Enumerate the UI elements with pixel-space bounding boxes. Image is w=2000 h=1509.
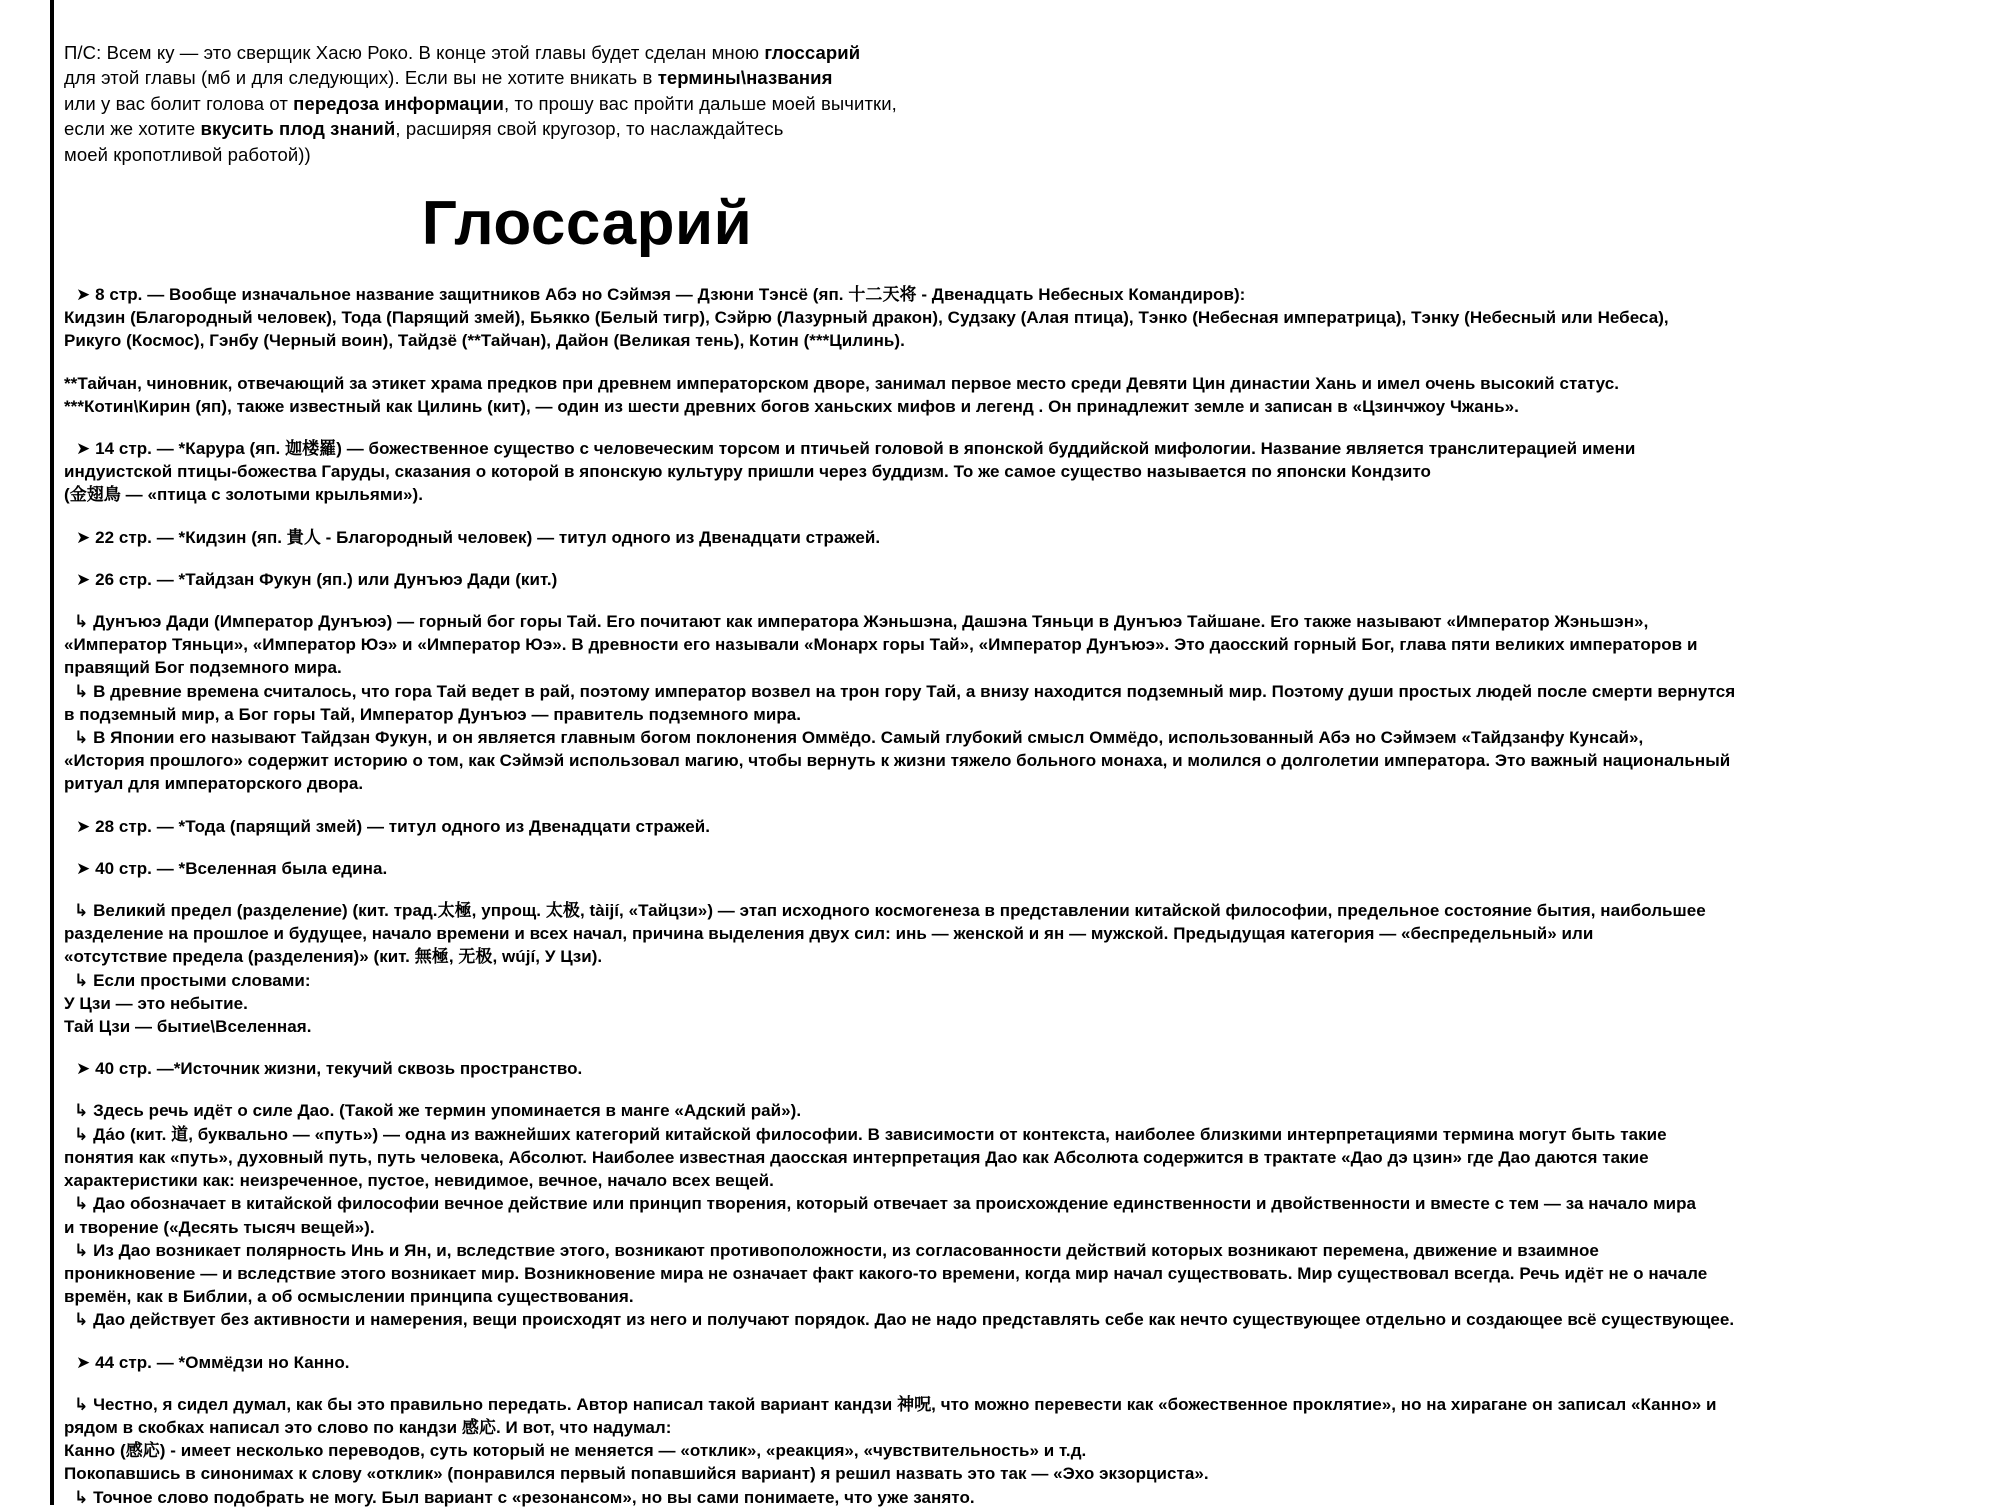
- sub-taiji-line2: разделение на прошлое и будущее, начало времени и всех начал, причина выделения двух сил: инь — женской и ян — мужской. Предыдущая категория — «беспредельный» или: [64, 924, 1594, 944]
- sub-dao-hell-paradise: ↳ Здесь речь идёт о силе Дао. (Такой же термин упоминается в манге «Адский рай»).: [74, 1101, 802, 1121]
- spacer: [64, 880, 1970, 899]
- sub-dao-def-line3: характеристики как: неизреченное, пустое, невидимое, вечное, начало всех вещей.: [64, 1171, 774, 1191]
- entry-14str-line1: ➤ 14 стр. — *Карура (яп. 迦楼羅) — божественное существо с человеческим торсом и птичьей головой в японской буддийской мифологии. Название является транслитерацией имени: [76, 439, 1636, 459]
- sub-kanno-translations: Канно (感応) - имеет несколько переводов, суть который не меняется — «отклик», «реакция», «чувствительность» и т.д.: [64, 1441, 1087, 1461]
- sub-kanno-echo: Покопавшись в синонимах к слову «отклик» (понравился первый попавшийся вариант) я решил назвать это так — «Эхо экзорциста».: [64, 1464, 1209, 1484]
- glossary-body: [64, 283, 1970, 1509]
- page-title: Глоссарий: [421, 189, 753, 258]
- sub-kanno-line2: рядом в скобках написал это слово по кандзи 感応. И вот, что надумал:: [64, 1417, 672, 1437]
- sub-dao-yinyang-line2: проникновение — и вследствие этого возникает мир. Возникновение мира не означает факт какого-то времени, когда мир начал существовать. Мир существовал всегда. Речь идёт не о начале: [64, 1263, 1708, 1283]
- entry-8str-line3: Рикуго (Космос), Гэнбу (Черный воин), Тайдзё (**Тайчан), Дайон (Великая тень), Котин (***Цилинь).: [64, 331, 905, 351]
- entry-22str: ➤ 22 стр. — *Кидзин (яп. 貴人 - Благородный человек) — титул одного из Двенадцати стражей.: [76, 527, 881, 547]
- entry-26str: ➤ 26 стр. — *Тайдзан Фукун (яп.) или Дунъюэ Дади (кит.): [76, 569, 558, 589]
- spacer: [64, 1038, 1970, 1057]
- sub-kanno-resonance: ↳ Точное слово подобрать не могу. Был вариант с «резонансом», но вы сами понимаете, что уже занято.: [74, 1487, 975, 1507]
- sub-mount-tai-line1: ↳ В древние времена считалось, что гора Тай ведет в рай, поэтому император возвел на трон гору Тай, а внизу находится подземный мир. Поэтому души простых людей после смерти вернутся: [74, 681, 1736, 701]
- sub-mount-tai-line2: в подземный мир, а Бог горы Тай, Император Дунъюэ — правитель подземного мира.: [64, 704, 802, 724]
- footnote-kotin: ***Котин\Кирин (яп), также известный как Цилинь (кит), — один из шести древних богов ханьских мифов и легенд . Он принадлежит земле и записан в «Цзинчжоу Чжань».: [64, 396, 1519, 416]
- sub-taizan-fukun-line3: ритуал для императорского двора.: [64, 774, 364, 794]
- sub-dao-yinyang-line1: ↳ Из Дао возникает полярность Инь и Ян, и, вследствие этого, возникают противоположности, из согласованности действий которых возникают перемена, движение и взаимное: [74, 1240, 1599, 1260]
- spacer: [64, 1374, 1970, 1393]
- spacer: [64, 549, 1970, 568]
- sub-wuji-def: У Цзи — это небытие.: [64, 993, 248, 1013]
- entry-14str-line2: индуистской птицы-божества Гаруды, сказания о которой в японскую культуру пришли через буддизм. То же самое существо называется по японски Кондзито: [64, 462, 1431, 482]
- sub-dao-def-line2: понятия как «путь», духовный путь, путь человека, Абсолют. Наиболее известная даосская интерпретация Дао как Абсолюта содержится в трактате «Дао дэ цзин» где Дао даются такие: [64, 1147, 1649, 1167]
- sub-taizan-fukun-line1: ↳ В Японии его называют Тайдзан Фукун, и он является главным богом поклонения Оммёдо. Самый глубокий смысл Оммёдо, использованный Абэ но Сэймэем «Тайдзанфу Кунсай»,: [74, 728, 1644, 748]
- ps-note-line-1: П/С: Всем ку — это сверщик Хасю Роко. В конце этой главы будет сделан мною глоссарий для этой главы (мб и для следующих). Если вы не хотите вникать в термины\названия или у вас болит голова от передоза информации, то прошу вас пройти дальше моей вычитки, если же хотите вкусить плод знаний, расширяя свой кругозор, то наслаждайтесь моей кропотливой работой)): [64, 41, 897, 165]
- entry-8str-line1: ➤ 8 стр. — Вообще изначальное название защитников Абэ но Сэймэя — Дзюни Тэнсё (яп. 十二天将 - Двенадцать Небесных Командиров):: [76, 285, 1246, 304]
- sub-dunyue-dadi-line1: ↳ Дунъюэ Дади (Император Дунъюэ) — горный бог горы Тай. Его почитают как императора Жэньшэна, Дашэна Тяньци в Дунъюэ Тайшане. Его также называют «Император Жэньшэн»,: [74, 612, 1649, 632]
- spacer: [64, 838, 1970, 857]
- sub-taiji-line1: ↳ Великий предел (разделение) (кит. трад.太極, упрощ. 太极, tàijí, «Тайцзи») — этап исходного космогенеза в представлении китайской философии, предельное состояние бытия, наибольшее: [74, 901, 1706, 921]
- sub-dunyue-dadi-line3: правящий Бог подземного мира.: [64, 658, 342, 678]
- entry-40str-universe: ➤ 40 стр. — *Вселенная была едина.: [76, 858, 388, 878]
- spacer: [64, 1080, 1970, 1099]
- entry-8str-line2: Кидзин (Благородный человек), Тода (Парящий змей), Бьякко (Белый тигр), Сэйрю (Лазурный дракон), Судзаку (Алая птица), Тэнко (Небесная императрица), Тэнку (Небесный или Небеса),: [64, 308, 1669, 328]
- sub-dao-creation-line1: ↳ Дао обозначает в китайской философии вечное действие или принцип творения, который отвечает за происхождение единственности и двойственности и вместе с тем — за начало мира: [74, 1194, 1697, 1214]
- sub-taiji-def: Тай Цзи — бытие\Вселенная.: [64, 1017, 312, 1037]
- ps-note: [64, 14, 1970, 167]
- entry-44str: ➤ 44 стр. — *Оммёдзи но Канно.: [76, 1352, 350, 1372]
- entry-14str-line3: (金翅鳥 — «птица с золотыми крыльями»).: [64, 485, 423, 505]
- footnote-taichan: **Тайчан, чиновник, отвечающий за этикет храма предков при древнем императорском дворе, занимал первое место среди Девяти Цин династии Хань и имел очень высокий статус.: [64, 373, 1619, 393]
- sub-dao-creation-line2: и творение («Десять тысяч вещей»).: [64, 1217, 375, 1237]
- sub-simple-words: ↳ Если простыми словами:: [74, 970, 311, 990]
- sub-dao-no-activity: ↳ Дао действует без активности и намерения, вещи происходят из него и получают порядок. Дао не надо представлять себе как нечто существующее отдельно и создающее всё существующее.: [74, 1310, 1735, 1330]
- sub-taiji-line3: «отсутствие предела (разделения)» (кит. 無極, 无极, wújí, У Цзи).: [64, 947, 603, 967]
- sub-dunyue-dadi-line2: «Император Тяньци», «Император Юэ» и «Император Юэ». В древности его называли «Монарх горы Тай», «Император Дунъюэ». Это даосский горный Бог, глава пяти великих императоров и: [64, 635, 1698, 655]
- spacer: [64, 353, 1970, 372]
- spacer: [64, 1332, 1970, 1351]
- sub-taizan-fukun-line2: «История прошлого» содержит историю о том, как Сэймэй использовал магию, чтобы вернуть к жизни тяжело больного монаха, и молился о долголетии императора. Это важный национальный: [64, 751, 1731, 771]
- spacer: [64, 591, 1970, 610]
- entry-28str: ➤ 28 стр. — *Тода (парящий змей) — титул одного из Двенадцати стражей.: [76, 816, 711, 836]
- spacer: [64, 507, 1970, 526]
- spacer: [64, 418, 1970, 437]
- entry-40str-source: ➤ 40 стр. —*Источник жизни, текучий сквозь пространство.: [76, 1059, 583, 1079]
- sub-kanno-line1: ↳ Честно, я сидел думал, как бы это правильно передать. Автор написал такой вариант кандзи 神呪, что можно перевести как «божественное проклятие», но на хирагане он записал «Канно» и: [74, 1394, 1717, 1414]
- sub-dao-yinyang-line3: времён, как в Библии, а об осмыслении принципа существования.: [64, 1287, 634, 1307]
- sub-dao-def-line1: ↳ Да́о (кит. 道, буквально — «путь») — одна из важнейших категорий китайской философии. В зависимости от контекста, наиболее близкими интерпретациями термина могут быть такие: [74, 1124, 1667, 1144]
- spacer: [64, 796, 1970, 815]
